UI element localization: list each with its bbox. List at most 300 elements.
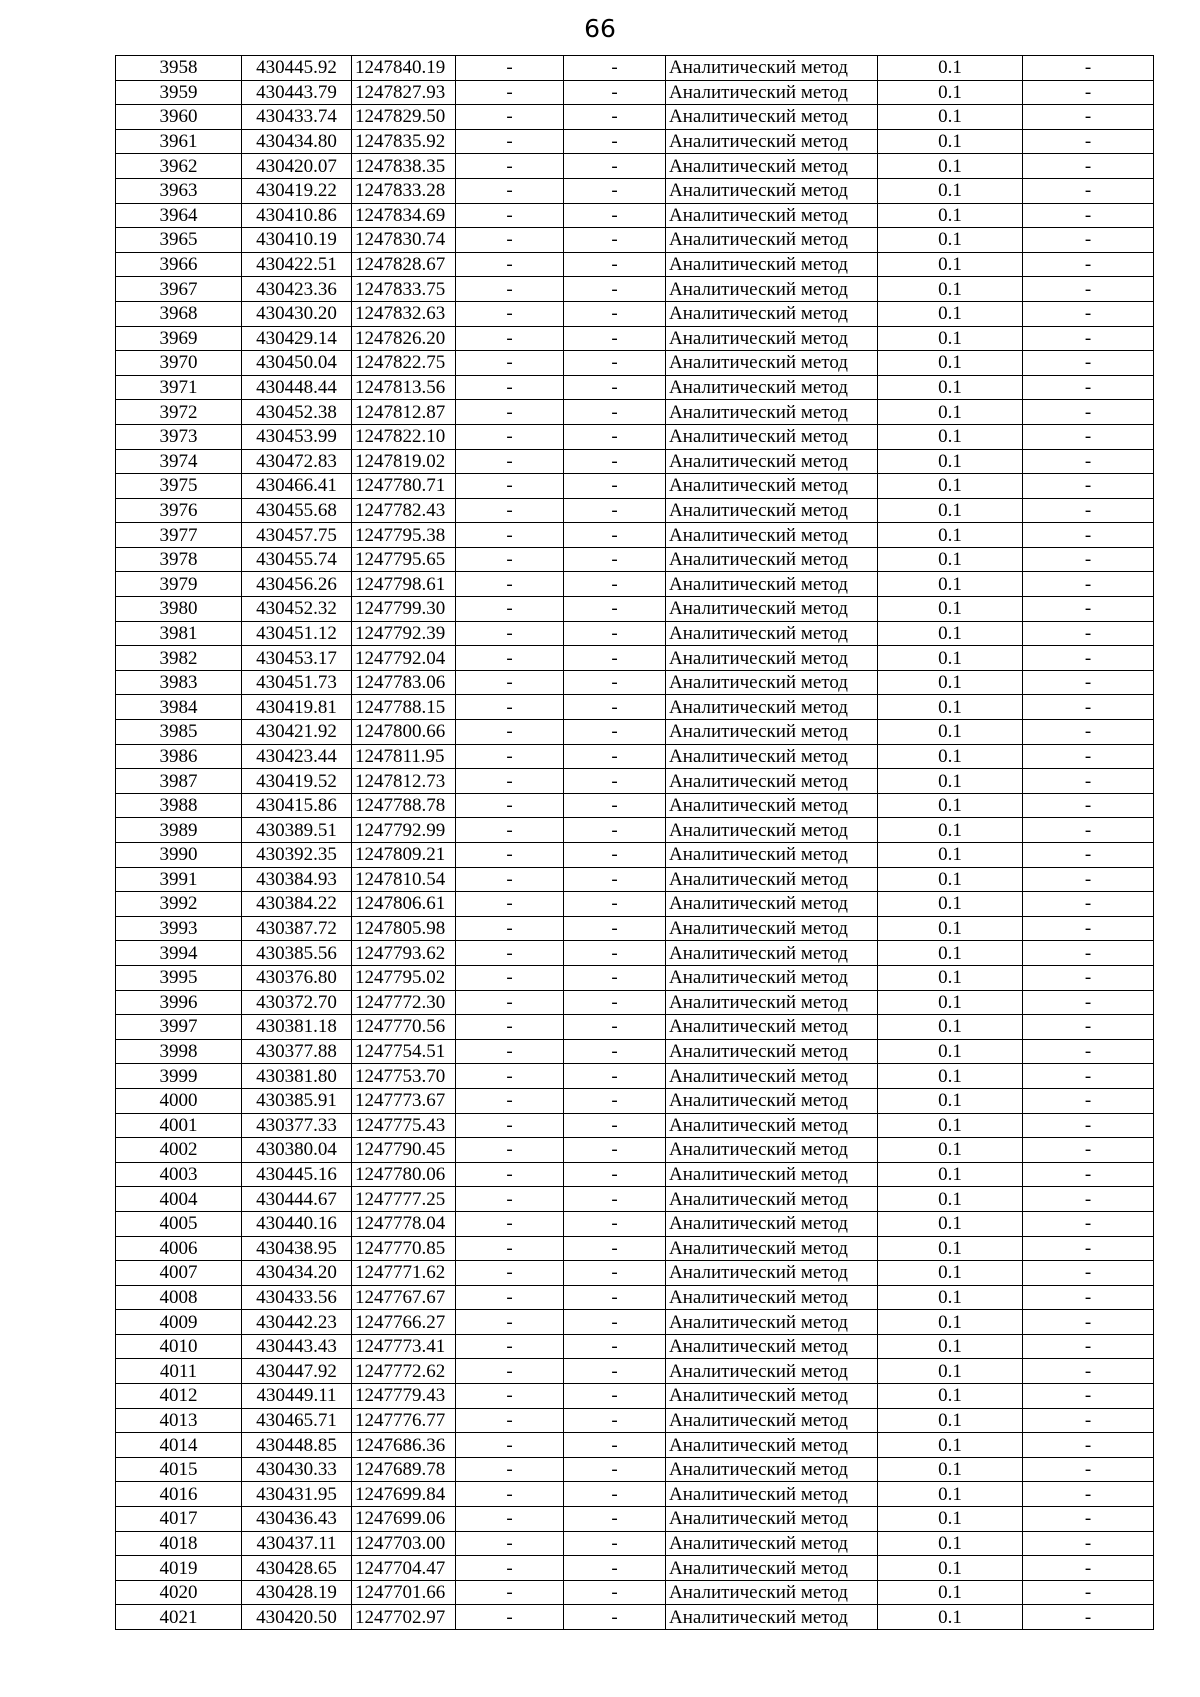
accuracy-cell: 0.1 — [878, 695, 1023, 720]
dash-cell: - — [1023, 154, 1154, 179]
dash-cell: - — [456, 547, 564, 572]
y-coordinate-cell: 1247792.99 — [352, 818, 456, 843]
dash-cell: - — [1023, 892, 1154, 917]
method-cell: Аналитический метод — [666, 228, 878, 253]
method-cell: Аналитический метод — [666, 1531, 878, 1556]
table-row — [116, 1556, 1154, 1581]
dash-cell: - — [564, 597, 666, 622]
point-number-cell: 4010 — [116, 1334, 242, 1359]
method-cell: Аналитический метод — [666, 498, 878, 523]
dash-cell: - — [564, 105, 666, 130]
y-coordinate-cell: 1247699.06 — [352, 1507, 456, 1532]
point-number-cell: 4007 — [116, 1261, 242, 1286]
y-coordinate-cell: 1247767.67 — [352, 1285, 456, 1310]
point-number-cell: 3973 — [116, 424, 242, 449]
table-row — [116, 769, 1154, 794]
dash-cell: - — [456, 646, 564, 671]
dash-cell: - — [564, 129, 666, 154]
dash-cell: - — [564, 178, 666, 203]
dash-cell: - — [1023, 1261, 1154, 1286]
dash-cell: - — [456, 744, 564, 769]
x-coordinate-cell: 430445.16 — [242, 1162, 352, 1187]
x-coordinate-cell: 430434.20 — [242, 1261, 352, 1286]
accuracy-cell: 0.1 — [878, 277, 1023, 302]
y-coordinate-cell: 1247834.69 — [352, 203, 456, 228]
y-coordinate-cell: 1247777.25 — [352, 1187, 456, 1212]
dash-cell: - — [456, 474, 564, 499]
table-row — [116, 1334, 1154, 1359]
method-cell: Аналитический метод — [666, 597, 878, 622]
dash-cell: - — [1023, 1236, 1154, 1261]
accuracy-cell: 0.1 — [878, 1285, 1023, 1310]
x-coordinate-cell: 430419.22 — [242, 178, 352, 203]
dash-cell: - — [1023, 1408, 1154, 1433]
dash-cell: - — [456, 1138, 564, 1163]
y-coordinate-cell: 1247792.04 — [352, 646, 456, 671]
table-row — [116, 744, 1154, 769]
dash-cell: - — [1023, 449, 1154, 474]
table-row — [116, 1433, 1154, 1458]
x-coordinate-cell: 430443.79 — [242, 80, 352, 105]
dash-cell: - — [1023, 375, 1154, 400]
dash-cell: - — [456, 178, 564, 203]
accuracy-cell: 0.1 — [878, 1507, 1023, 1532]
x-coordinate-cell: 430431.95 — [242, 1482, 352, 1507]
y-coordinate-cell: 1247819.02 — [352, 449, 456, 474]
x-coordinate-cell: 430433.74 — [242, 105, 352, 130]
accuracy-cell: 0.1 — [878, 154, 1023, 179]
point-number-cell: 4005 — [116, 1211, 242, 1236]
x-coordinate-cell: 430448.85 — [242, 1433, 352, 1458]
point-number-cell: 3986 — [116, 744, 242, 769]
y-coordinate-cell: 1247795.02 — [352, 965, 456, 990]
point-number-cell: 4017 — [116, 1507, 242, 1532]
dash-cell: - — [456, 1162, 564, 1187]
dash-cell: - — [456, 892, 564, 917]
dash-cell: - — [456, 1580, 564, 1605]
x-coordinate-cell: 430465.71 — [242, 1408, 352, 1433]
x-coordinate-cell: 430422.51 — [242, 252, 352, 277]
point-number-cell: 3963 — [116, 178, 242, 203]
accuracy-cell: 0.1 — [878, 1605, 1023, 1630]
table-row — [116, 1211, 1154, 1236]
dash-cell: - — [1023, 1187, 1154, 1212]
dash-cell: - — [1023, 277, 1154, 302]
point-number-cell: 3998 — [116, 1039, 242, 1064]
accuracy-cell: 0.1 — [878, 1384, 1023, 1409]
dash-cell: - — [564, 277, 666, 302]
dash-cell: - — [456, 1015, 564, 1040]
dash-cell: - — [1023, 1088, 1154, 1113]
accuracy-cell: 0.1 — [878, 547, 1023, 572]
y-coordinate-cell: 1247826.20 — [352, 326, 456, 351]
table-row — [116, 1261, 1154, 1286]
accuracy-cell: 0.1 — [878, 744, 1023, 769]
dash-cell: - — [564, 916, 666, 941]
point-number-cell: 3983 — [116, 670, 242, 695]
table-row — [116, 1482, 1154, 1507]
accuracy-cell: 0.1 — [878, 1408, 1023, 1433]
point-number-cell: 3958 — [116, 56, 242, 81]
dash-cell: - — [564, 646, 666, 671]
accuracy-cell: 0.1 — [878, 1039, 1023, 1064]
table-row — [116, 498, 1154, 523]
point-number-cell: 4003 — [116, 1162, 242, 1187]
y-coordinate-cell: 1247829.50 — [352, 105, 456, 130]
y-coordinate-cell: 1247822.10 — [352, 424, 456, 449]
point-number-cell: 3987 — [116, 769, 242, 794]
dash-cell: - — [456, 695, 564, 720]
point-number-cell: 3967 — [116, 277, 242, 302]
y-coordinate-cell: 1247770.85 — [352, 1236, 456, 1261]
dash-cell: - — [564, 1433, 666, 1458]
dash-cell: - — [1023, 1556, 1154, 1581]
y-coordinate-cell: 1247701.66 — [352, 1580, 456, 1605]
table-row — [116, 105, 1154, 130]
dash-cell: - — [564, 744, 666, 769]
x-coordinate-cell: 430430.33 — [242, 1457, 352, 1482]
method-cell: Аналитический метод — [666, 326, 878, 351]
method-cell: Аналитический метод — [666, 1605, 878, 1630]
dash-cell: - — [1023, 695, 1154, 720]
y-coordinate-cell: 1247830.74 — [352, 228, 456, 253]
table-row — [116, 474, 1154, 499]
y-coordinate-cell: 1247812.73 — [352, 769, 456, 794]
table-row — [116, 129, 1154, 154]
y-coordinate-cell: 1247827.93 — [352, 80, 456, 105]
accuracy-cell: 0.1 — [878, 1457, 1023, 1482]
point-number-cell: 4000 — [116, 1088, 242, 1113]
method-cell: Аналитический метод — [666, 1334, 878, 1359]
dash-cell: - — [564, 695, 666, 720]
method-cell: Аналитический метод — [666, 1507, 878, 1532]
dash-cell: - — [1023, 1138, 1154, 1163]
table-row — [116, 793, 1154, 818]
x-coordinate-cell: 430419.81 — [242, 695, 352, 720]
accuracy-cell: 0.1 — [878, 818, 1023, 843]
dash-cell: - — [456, 793, 564, 818]
point-number-cell: 3964 — [116, 203, 242, 228]
dash-cell: - — [1023, 301, 1154, 326]
method-cell: Аналитический метод — [666, 252, 878, 277]
dash-cell: - — [456, 990, 564, 1015]
accuracy-cell: 0.1 — [878, 474, 1023, 499]
x-coordinate-cell: 430376.80 — [242, 965, 352, 990]
dash-cell: - — [564, 843, 666, 868]
x-coordinate-cell: 430453.17 — [242, 646, 352, 671]
accuracy-cell: 0.1 — [878, 1580, 1023, 1605]
table-row — [116, 1285, 1154, 1310]
table-row — [116, 1113, 1154, 1138]
accuracy-cell: 0.1 — [878, 1015, 1023, 1040]
dash-cell: - — [1023, 1310, 1154, 1335]
dash-cell: - — [564, 818, 666, 843]
table-row — [116, 375, 1154, 400]
dash-cell: - — [564, 56, 666, 81]
dash-cell: - — [456, 498, 564, 523]
dash-cell: - — [564, 474, 666, 499]
dash-cell: - — [1023, 1507, 1154, 1532]
dash-cell: - — [456, 129, 564, 154]
accuracy-cell: 0.1 — [878, 301, 1023, 326]
y-coordinate-cell: 1247812.87 — [352, 400, 456, 425]
dash-cell: - — [1023, 424, 1154, 449]
dash-cell: - — [564, 1261, 666, 1286]
method-cell: Аналитический метод — [666, 1359, 878, 1384]
table-row — [116, 1015, 1154, 1040]
dash-cell: - — [456, 1556, 564, 1581]
dash-cell: - — [456, 1039, 564, 1064]
coordinates-table — [115, 55, 1154, 1630]
accuracy-cell: 0.1 — [878, 597, 1023, 622]
dash-cell: - — [456, 572, 564, 597]
y-coordinate-cell: 1247689.78 — [352, 1457, 456, 1482]
dash-cell: - — [1023, 867, 1154, 892]
dash-cell: - — [564, 449, 666, 474]
x-coordinate-cell: 430452.32 — [242, 597, 352, 622]
x-coordinate-cell: 430423.36 — [242, 277, 352, 302]
x-coordinate-cell: 430436.43 — [242, 1507, 352, 1532]
y-coordinate-cell: 1247776.77 — [352, 1408, 456, 1433]
point-number-cell: 4020 — [116, 1580, 242, 1605]
table-row — [116, 965, 1154, 990]
dash-cell: - — [1023, 965, 1154, 990]
x-coordinate-cell: 430443.43 — [242, 1334, 352, 1359]
dash-cell: - — [564, 1457, 666, 1482]
method-cell: Аналитический метод — [666, 105, 878, 130]
dash-cell: - — [564, 203, 666, 228]
y-coordinate-cell: 1247828.67 — [352, 252, 456, 277]
method-cell: Аналитический метод — [666, 695, 878, 720]
y-coordinate-cell: 1247813.56 — [352, 375, 456, 400]
accuracy-cell: 0.1 — [878, 572, 1023, 597]
dash-cell: - — [456, 843, 564, 868]
accuracy-cell: 0.1 — [878, 1064, 1023, 1089]
dash-cell: - — [1023, 1064, 1154, 1089]
accuracy-cell: 0.1 — [878, 1433, 1023, 1458]
dash-cell: - — [1023, 1211, 1154, 1236]
dash-cell: - — [1023, 326, 1154, 351]
table-row — [116, 154, 1154, 179]
table-row — [116, 646, 1154, 671]
point-number-cell: 3999 — [116, 1064, 242, 1089]
table-row — [116, 1088, 1154, 1113]
point-number-cell: 3975 — [116, 474, 242, 499]
table-row — [116, 1138, 1154, 1163]
point-number-cell: 3969 — [116, 326, 242, 351]
accuracy-cell: 0.1 — [878, 105, 1023, 130]
accuracy-cell: 0.1 — [878, 203, 1023, 228]
dash-cell: - — [1023, 400, 1154, 425]
dash-cell: - — [456, 769, 564, 794]
y-coordinate-cell: 1247792.39 — [352, 621, 456, 646]
accuracy-cell: 0.1 — [878, 400, 1023, 425]
dash-cell: - — [1023, 1482, 1154, 1507]
dash-cell: - — [456, 1334, 564, 1359]
accuracy-cell: 0.1 — [878, 916, 1023, 941]
dash-cell: - — [1023, 1457, 1154, 1482]
table-row — [116, 1359, 1154, 1384]
table-row — [116, 990, 1154, 1015]
dash-cell: - — [456, 916, 564, 941]
accuracy-cell: 0.1 — [878, 523, 1023, 548]
dash-cell: - — [456, 1088, 564, 1113]
x-coordinate-cell: 430444.67 — [242, 1187, 352, 1212]
y-coordinate-cell: 1247800.66 — [352, 720, 456, 745]
dash-cell: - — [1023, 523, 1154, 548]
y-coordinate-cell: 1247773.41 — [352, 1334, 456, 1359]
dash-cell: - — [456, 867, 564, 892]
point-number-cell: 3966 — [116, 252, 242, 277]
dash-cell: - — [456, 1359, 564, 1384]
accuracy-cell: 0.1 — [878, 1334, 1023, 1359]
x-coordinate-cell: 430457.75 — [242, 523, 352, 548]
dash-cell: - — [456, 1310, 564, 1335]
dash-cell: - — [564, 1580, 666, 1605]
y-coordinate-cell: 1247806.61 — [352, 892, 456, 917]
point-number-cell: 3984 — [116, 695, 242, 720]
dash-cell: - — [456, 1384, 564, 1409]
table-row — [116, 1064, 1154, 1089]
dash-cell: - — [456, 351, 564, 376]
x-coordinate-cell: 430453.99 — [242, 424, 352, 449]
dash-cell: - — [1023, 941, 1154, 966]
x-coordinate-cell: 430421.92 — [242, 720, 352, 745]
method-cell: Аналитический метод — [666, 1482, 878, 1507]
point-number-cell: 3997 — [116, 1015, 242, 1040]
x-coordinate-cell: 430415.86 — [242, 793, 352, 818]
dash-cell: - — [456, 1211, 564, 1236]
dash-cell: - — [1023, 1162, 1154, 1187]
dash-cell: - — [564, 400, 666, 425]
dash-cell: - — [456, 1113, 564, 1138]
accuracy-cell: 0.1 — [878, 1236, 1023, 1261]
method-cell: Аналитический метод — [666, 892, 878, 917]
accuracy-cell: 0.1 — [878, 941, 1023, 966]
table-row — [116, 1384, 1154, 1409]
dash-cell: - — [564, 1187, 666, 1212]
dash-cell: - — [456, 1236, 564, 1261]
accuracy-cell: 0.1 — [878, 769, 1023, 794]
point-number-cell: 3988 — [116, 793, 242, 818]
dash-cell: - — [1023, 178, 1154, 203]
dash-cell: - — [564, 80, 666, 105]
x-coordinate-cell: 430377.88 — [242, 1039, 352, 1064]
dash-cell: - — [456, 1605, 564, 1630]
dash-cell: - — [564, 1384, 666, 1409]
accuracy-cell: 0.1 — [878, 1187, 1023, 1212]
dash-cell: - — [456, 449, 564, 474]
method-cell: Аналитический метод — [666, 1039, 878, 1064]
dash-cell: - — [564, 1531, 666, 1556]
table-row — [116, 277, 1154, 302]
method-cell: Аналитический метод — [666, 1433, 878, 1458]
accuracy-cell: 0.1 — [878, 498, 1023, 523]
point-number-cell: 3970 — [116, 351, 242, 376]
accuracy-cell: 0.1 — [878, 56, 1023, 81]
method-cell: Аналитический метод — [666, 449, 878, 474]
y-coordinate-cell: 1247832.63 — [352, 301, 456, 326]
point-number-cell: 3965 — [116, 228, 242, 253]
accuracy-cell: 0.1 — [878, 1359, 1023, 1384]
dash-cell: - — [564, 547, 666, 572]
method-cell: Аналитический метод — [666, 843, 878, 868]
dash-cell: - — [456, 1408, 564, 1433]
dash-cell: - — [564, 1088, 666, 1113]
accuracy-cell: 0.1 — [878, 424, 1023, 449]
accuracy-cell: 0.1 — [878, 1211, 1023, 1236]
dash-cell: - — [1023, 1334, 1154, 1359]
dash-cell: - — [564, 375, 666, 400]
table-body — [116, 56, 1154, 1630]
dash-cell: - — [564, 1236, 666, 1261]
point-number-cell: 4001 — [116, 1113, 242, 1138]
dash-cell: - — [1023, 1039, 1154, 1064]
y-coordinate-cell: 1247703.00 — [352, 1531, 456, 1556]
table-row — [116, 843, 1154, 868]
accuracy-cell: 0.1 — [878, 1138, 1023, 1163]
dash-cell: - — [564, 252, 666, 277]
y-coordinate-cell: 1247835.92 — [352, 129, 456, 154]
x-coordinate-cell: 430433.56 — [242, 1285, 352, 1310]
page-number: 66 — [584, 14, 616, 43]
dash-cell: - — [456, 1261, 564, 1286]
x-coordinate-cell: 430428.19 — [242, 1580, 352, 1605]
dash-cell: - — [456, 375, 564, 400]
accuracy-cell: 0.1 — [878, 326, 1023, 351]
accuracy-cell: 0.1 — [878, 793, 1023, 818]
dash-cell: - — [1023, 597, 1154, 622]
table-row — [116, 867, 1154, 892]
point-number-cell: 3977 — [116, 523, 242, 548]
dash-cell: - — [564, 1334, 666, 1359]
dash-cell: - — [456, 80, 564, 105]
y-coordinate-cell: 1247805.98 — [352, 916, 456, 941]
dash-cell: - — [1023, 80, 1154, 105]
table-row — [116, 1310, 1154, 1335]
table-row — [116, 56, 1154, 81]
y-coordinate-cell: 1247795.65 — [352, 547, 456, 572]
point-number-cell: 3996 — [116, 990, 242, 1015]
point-number-cell: 4018 — [116, 1531, 242, 1556]
accuracy-cell: 0.1 — [878, 990, 1023, 1015]
accuracy-cell: 0.1 — [878, 1261, 1023, 1286]
dash-cell: - — [564, 1138, 666, 1163]
dash-cell: - — [456, 424, 564, 449]
method-cell: Аналитический метод — [666, 1457, 878, 1482]
y-coordinate-cell: 1247686.36 — [352, 1433, 456, 1458]
accuracy-cell: 0.1 — [878, 129, 1023, 154]
method-cell: Аналитический метод — [666, 277, 878, 302]
dash-cell: - — [456, 1457, 564, 1482]
dash-cell: - — [1023, 351, 1154, 376]
dash-cell: - — [1023, 916, 1154, 941]
dash-cell: - — [564, 1408, 666, 1433]
method-cell: Аналитический метод — [666, 129, 878, 154]
y-coordinate-cell: 1247790.45 — [352, 1138, 456, 1163]
method-cell: Аналитический метод — [666, 572, 878, 597]
x-coordinate-cell: 430392.35 — [242, 843, 352, 868]
y-coordinate-cell: 1247775.43 — [352, 1113, 456, 1138]
x-coordinate-cell: 430385.56 — [242, 941, 352, 966]
method-cell: Аналитический метод — [666, 867, 878, 892]
accuracy-cell: 0.1 — [878, 1531, 1023, 1556]
dash-cell: - — [456, 941, 564, 966]
x-coordinate-cell: 430389.51 — [242, 818, 352, 843]
dash-cell: - — [564, 1064, 666, 1089]
dash-cell: - — [456, 965, 564, 990]
table-row — [116, 621, 1154, 646]
